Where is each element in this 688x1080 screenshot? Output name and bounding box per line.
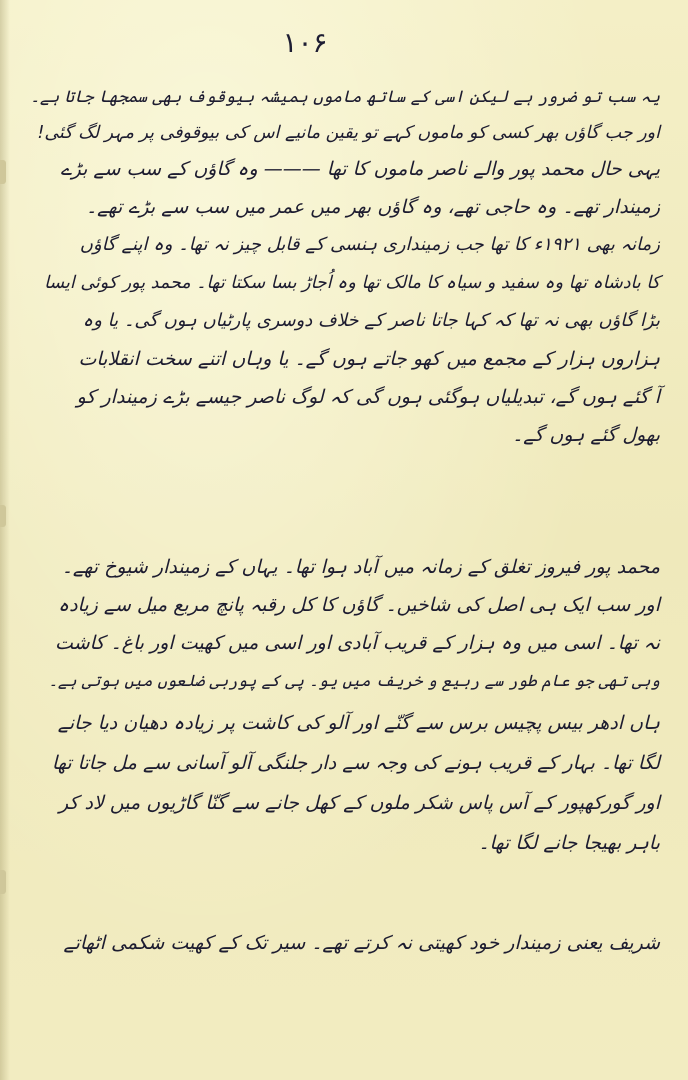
text-line: یہی حال محمد پور والے ناصر ماموں کا تھا ——— وہ گاؤں کے سب سے بڑے [60, 158, 660, 180]
text-line: اور جب گاؤں بھر کسی کو ماموں کہے تو یقین مانیے اس کی بیوقوفی پر مہر لگ گئی! [37, 123, 660, 143]
text-line: بھول گئے ہوں گے۔ [512, 424, 660, 446]
binding-hole [0, 160, 6, 184]
text-line: کا بادشاہ تھا وہ سفید و سیاہ کا مالک تھا وہ اُجاڑ بسا سکتا تھا۔ محمد پور کوئی ایسا [44, 273, 660, 293]
text-line: ہزاروں ہزار کے مجمع میں کھو جاتے ہوں گے۔ یا وہاں اتنے سخت انقلابات [78, 348, 660, 370]
text-line: زمیندار تھے۔ وہ حاجی تھے، وہ گاؤں بھر میں عمر میں سب سے بڑے تھے۔ [85, 196, 660, 218]
paragraph-2 [30, 550, 660, 895]
text-line: محمد پور فیروز تغلق کے زمانہ میں آباد ہوا تھا۔ یہاں کے زمیندار شیوخ تھے۔ [61, 556, 660, 578]
text-line: ہاں ادھر بیس پچیس برس سے گنّے اور آلو کی کاشت پر زیادہ دھیان دیا جانے [57, 712, 660, 734]
text-line: اور سب ایک ہی اصل کی شاخیں۔ گاؤں کا کل رقبہ پانچ مربع میل سے زیادہ [57, 594, 660, 616]
text-line: بڑا گاؤں بھی نہ تھا کہ کہا جاتا ناصر کے خلاف دوسری پارٹیاں ہوں گی۔ یا وہ [82, 310, 660, 331]
text-line: لگا تھا۔ بہار کے قریب ہونے کی وجہ سے دار جلنگی آلو آسانی سے مل جاتا تھا [51, 752, 660, 774]
text-line: وہی تھی جو عام طور سے ربیع و خریف میں یو۔ پی کے پوربی ضلعوں میں ہوتی ہے۔ [48, 671, 660, 690]
text-line: شریف یعنی زمیندار خود کھیتی نہ کرتے تھے۔ سیر تک کے کھیت شکمی اٹھاتے [63, 932, 660, 954]
text-line: باہر بھیجا جانے لگا تھا۔ [478, 832, 660, 854]
text-line: زمانہ بھی ۱۹۲۱ء کا تھا جب زمینداری ہنسی کے قابل چیز نہ تھا۔ وہ اپنے گاؤں [79, 234, 660, 255]
text-line: آ گئے ہوں گے، تبدیلیاں ہوگئی ہوں گی کہ لوگ ناصر جیسے بڑے زمیندار کو [76, 386, 660, 408]
paragraph-3 [30, 926, 660, 966]
text-line: یہ سب تو ضرور ہے لیکن اسی کے ساتھ ماموں ہمیشہ بیوقوف بھی سمجھا جاتا ہے۔ [30, 87, 660, 106]
page-number: ۱۰۶ [282, 26, 328, 59]
paragraph-1 [30, 80, 660, 450]
binding-hole [0, 870, 6, 894]
text-line: نہ تھا۔ اسی میں وہ ہزار کے قریب آبادی اور اسی میں کھیت اور باغ۔ کاشت [55, 632, 660, 654]
text-line: اور گورکھپور کے آس پاس شکر ملوں کے کھل جانے سے گنّا گاڑیوں میں لاد کر [58, 792, 660, 814]
binding-hole [0, 505, 6, 527]
